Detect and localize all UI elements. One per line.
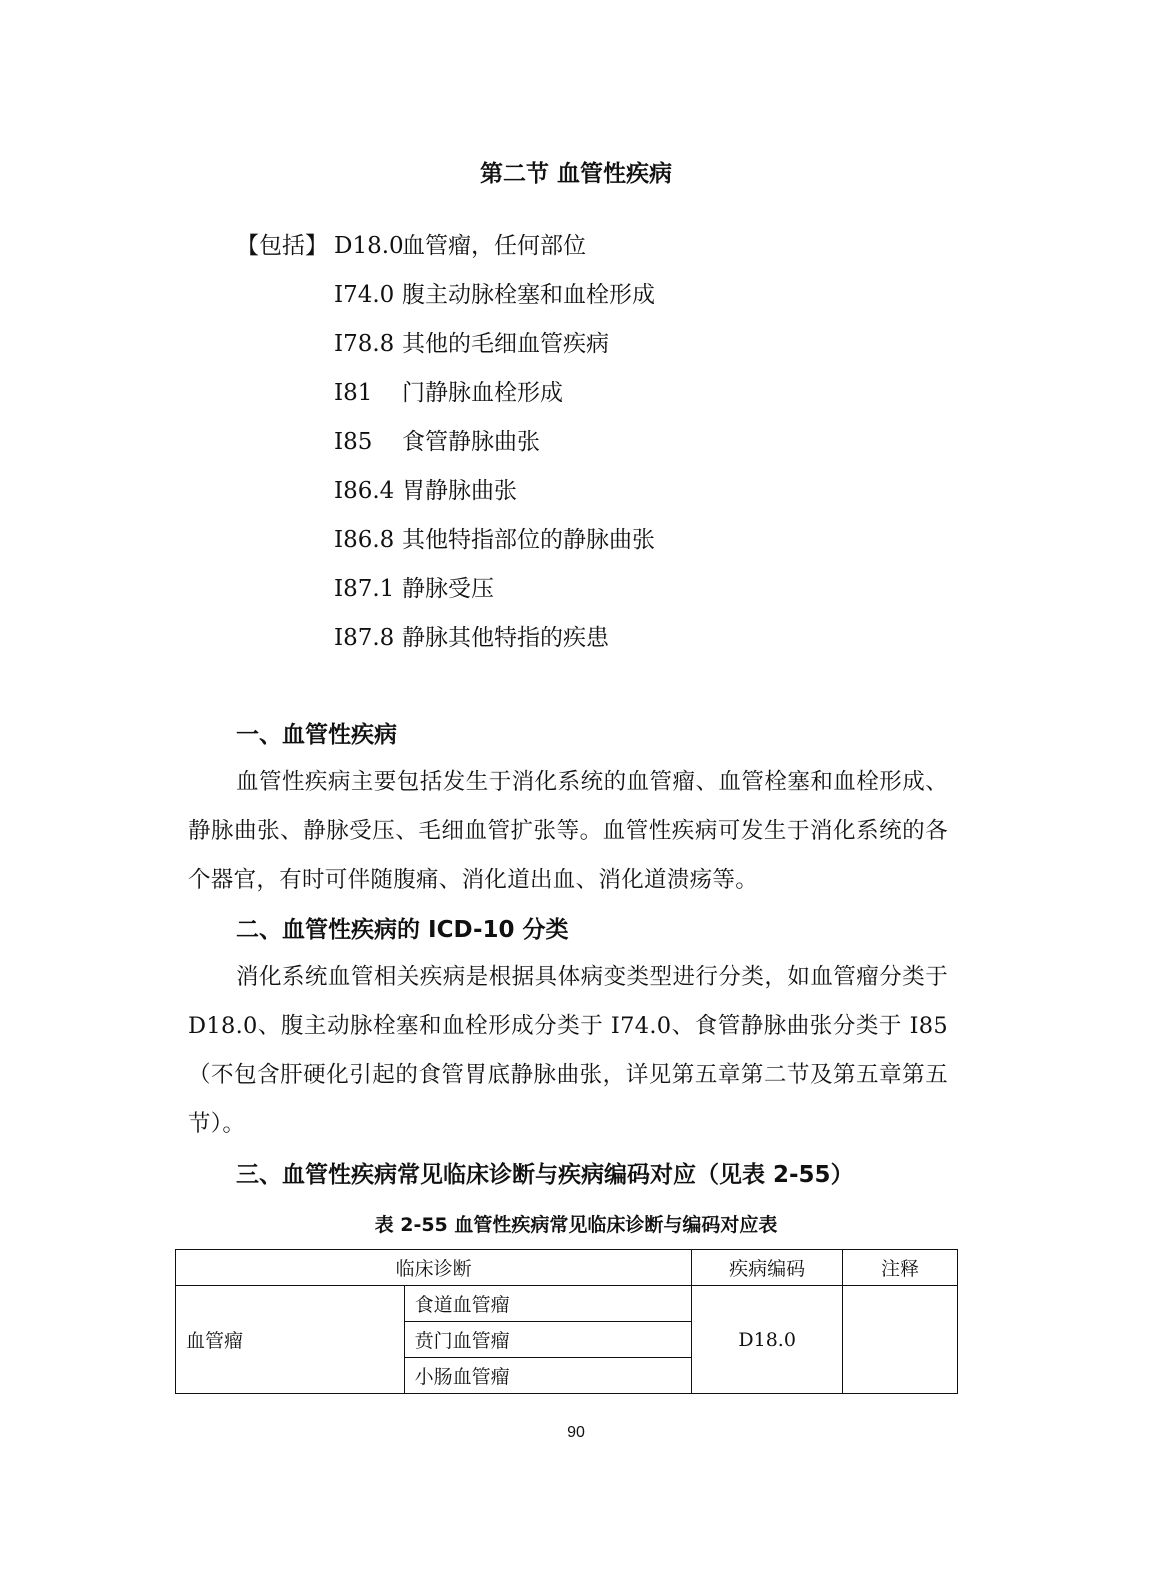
table-caption: 表 2-55 血管性疾病常见临床诊断与编码对应表	[374, 1214, 778, 1236]
page-number: 90	[567, 1424, 585, 1441]
include-item	[334, 280, 655, 310]
include-name: 静脉受压	[402, 576, 494, 602]
include-name: 门静脉血栓形成	[402, 380, 563, 406]
include-item	[334, 378, 563, 408]
diagnosis-cell: 贲门血管瘤	[404, 1322, 692, 1358]
section-title: 第二节 血管性疾病	[479, 161, 672, 187]
include-name: 其他的毛细血管疾病	[402, 331, 609, 357]
include-item	[334, 525, 655, 555]
group-name-cell: 血管瘤	[176, 1286, 405, 1394]
include-code: I74.0	[334, 282, 395, 308]
section-paragraph-1: 血管性疾病主要包括发生于消化系统的血管瘤、血管栓塞和血栓形成、静脉曲张、静脉受压、毛细血管扩张等。血管性疾病可发生于消化系统的各个器官，有时可伴随腹痛、消化道出血、消化道溃疡等。	[188, 769, 948, 893]
includes-label: 【包括】	[236, 233, 328, 259]
section-paragraph-2: 消化系统血管相关疾病是根据具体病变类型进行分类，如血管瘤分类于 D18.0、腹主动脉栓塞和血栓形成分类于 I74.0、食管静脉曲张分类于 I85（不包含肝硬化引起的食管胃底静脉曲张，详见第五章第二节及第五章第五节）。	[188, 964, 948, 1137]
include-name: 胃静脉曲张	[402, 478, 517, 504]
code-cell: D18.0	[692, 1286, 843, 1394]
include-code: I87.8	[334, 625, 395, 651]
diagnosis-cell: 食道血管瘤	[404, 1286, 692, 1322]
section-heading-1: 一、血管性疾病	[236, 722, 397, 748]
include-item	[334, 476, 517, 506]
include-code: I85	[334, 429, 373, 455]
section-heading-2: 二、血管性疾病的 ICD-10 分类	[236, 917, 569, 943]
include-item	[334, 574, 494, 604]
include-name: 食管静脉曲张	[402, 429, 540, 455]
diagnosis-code-table	[175, 1249, 958, 1394]
header-diagnosis: 临床诊断	[176, 1250, 692, 1286]
include-item	[334, 623, 609, 653]
section-heading-3: 三、血管性疾病常见临床诊断与疾病编码对应（见表 2-55）	[236, 1162, 854, 1188]
header-code: 疾病编码	[692, 1250, 843, 1286]
table-header-row	[176, 1250, 958, 1286]
note-cell	[843, 1286, 958, 1394]
header-note: 注释	[843, 1250, 958, 1286]
include-code: I86.4	[334, 478, 395, 504]
include-code: I86.8	[334, 527, 395, 553]
include-code: I81	[334, 380, 373, 406]
include-code: D18.0	[334, 233, 404, 259]
include-item	[334, 427, 540, 457]
include-name: 血管瘤，任何部位	[402, 233, 586, 259]
diagnosis-cell: 小肠血管瘤	[404, 1358, 692, 1394]
include-item	[334, 329, 609, 359]
include-name: 其他特指部位的静脉曲张	[402, 527, 655, 553]
include-name: 腹主动脉栓塞和血栓形成	[402, 282, 655, 308]
include-code: I78.8	[334, 331, 395, 357]
include-name: 静脉其他特指的疾患	[402, 625, 609, 651]
include-code: I87.1	[334, 576, 395, 602]
table-row	[176, 1286, 958, 1322]
include-item	[334, 231, 586, 261]
